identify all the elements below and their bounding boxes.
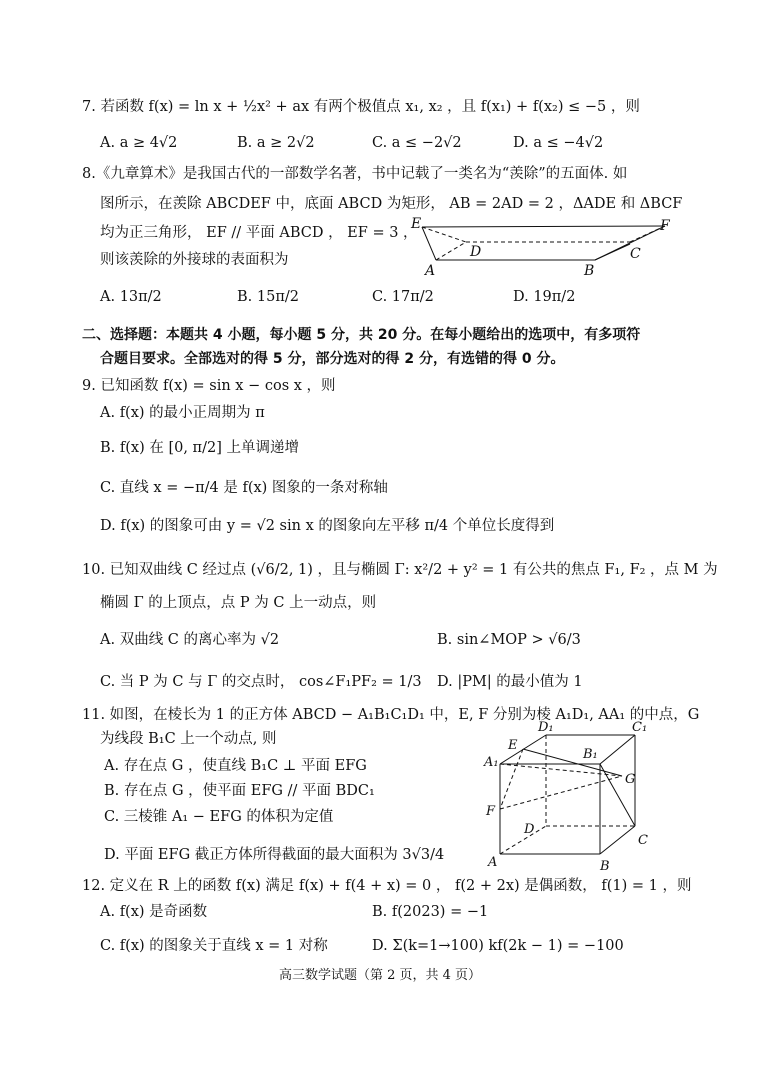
q9-option-b: B. f(x) 在 [0, π/2] 上单调递增	[100, 440, 299, 456]
q7-option-d: D. a ≤ −4√2	[513, 135, 604, 151]
q8-option-a: A. 13π/2	[100, 289, 162, 305]
q7-option-b: B. a ≥ 2√2	[237, 135, 315, 151]
section-2-line-2: 合题目要求。全部选对的得 5 分，部分选对的得 2 分，有选错的得 0 分。	[100, 351, 565, 367]
q10-option-c: C. 当 P 为 C 与 Γ 的交点时， cos∠F₁PF₂ = 1/3	[100, 674, 422, 690]
page-footer: 高三数学试题（第 2 页，共 4 页）	[278, 968, 482, 983]
q10-line-1: 10. 已知双曲线 C 经过点 (√6/2, 1) ，且与椭圆 Γ: x²/2 + y² = 1 有公共的焦点 F₁, F₂ ，点 M 为	[82, 562, 718, 578]
q8-label-b: B	[584, 263, 595, 278]
q12-option-d: D. Σ(k=1→100) kf(2k − 1) = −100	[372, 938, 624, 954]
q9-option-d: D. f(x) 的图象可由 y = √2 sin x 的图象向左平移 π/4 个单位长度得到	[100, 518, 555, 534]
q11-label-d1: D₁	[538, 720, 554, 735]
q10-option-a: A. 双曲线 C 的离心率为 √2	[100, 632, 280, 648]
q8-line-3: 均为正三角形， EF // 平面 ABCD ， EF = 3 ，	[100, 225, 418, 241]
q11-line-1: 11. 如图，在棱长为 1 的正方体 ABCD − A₁B₁C₁D₁ 中，E, F 分别为棱 A₁D₁, AA₁ 的中点，G	[82, 707, 700, 723]
q8-label-c: C	[630, 246, 641, 262]
q10-option-d: D. |PM| 的最小值为 1	[437, 674, 583, 690]
q11-label-g: G	[625, 772, 636, 787]
q11-label-d: D	[524, 822, 535, 837]
q12-option-c: C. f(x) 的图象关于直线 x = 1 对称	[100, 938, 328, 954]
q11-label-c1: C₁	[632, 720, 648, 735]
q8-line-4: 则该羡除的外接球的表面积为	[100, 252, 289, 268]
q8-label-a: A	[425, 263, 436, 278]
q11-label-c: C	[638, 833, 648, 848]
q7-stem: 7. 若函数 f(x) = ln x + ½x² + ax 有两个极值点 x₁, x₂ ，且 f(x₁) + f(x₂) ≤ −5 ，则	[82, 99, 640, 115]
q8-line-2: 图所示，在羡除 ABCDEF 中，底面 ABCD 为矩形， AB = 2AD = 2 ，ΔADE 和 ΔBCF	[100, 196, 683, 212]
q9-option-a: A. f(x) 的最小正周期为 π	[100, 405, 265, 421]
q11-label-e: E	[508, 738, 518, 753]
q9-option-c: C. 直线 x = −π/4 是 f(x) 图象的一条对称轴	[100, 480, 388, 496]
q11-option-c: C. 三棱锥 A₁ − EFG 的体积为定值	[104, 809, 334, 825]
q8-option-b: B. 15π/2	[237, 289, 299, 305]
q11-cube-figure	[480, 718, 660, 878]
q8-figure	[410, 212, 680, 278]
q11-line-2: 为线段 B₁C 上一个动点, 则	[100, 731, 277, 747]
section-2-line-1: 二、选择题：本题共 4 小题，每小题 5 分，共 20 分。在每小题给出的选项中，有多项符	[82, 327, 641, 343]
q11-label-b: B	[600, 859, 610, 874]
q8-label-d: D	[470, 244, 482, 260]
q10-option-b: B. sin∠MOP > √6/3	[437, 632, 581, 648]
q12-option-a: A. f(x) 是奇函数	[100, 904, 208, 920]
q11-label-a1: A₁	[484, 755, 499, 770]
q12-stem: 12. 定义在 R 上的函数 f(x) 满足 f(x) + f(4 + x) = 0 ， f(2 + 2x) 是偶函数， f(1) = 1 ，则	[82, 878, 692, 894]
q12-option-b: B. f(2023) = −1	[372, 904, 489, 920]
q8-option-d: D. 19π/2	[513, 289, 576, 305]
q11-label-f: F	[486, 804, 496, 819]
q11-label-a: A	[488, 855, 498, 870]
q7-option-a: A. a ≥ 4√2	[100, 135, 178, 151]
q8-line-1: 8.《九章算术》是我国古代的一部数学名著，书中记载了一类名为“羡除”的五面体. 如	[82, 166, 628, 182]
q10-line-2: 椭圆 Γ 的上顶点，点 P 为 C 上一动点，则	[100, 595, 377, 611]
q8-option-c: C. 17π/2	[372, 289, 434, 305]
q11-option-d: D. 平面 EFG 截正方体所得截面的最大面积为 3√3/4	[104, 847, 445, 863]
q11-option-a: A. 存在点 G ，使直线 B₁C ⊥ 平面 EFG	[104, 758, 367, 774]
q8-label-e: E	[411, 216, 422, 232]
q8-label-f: F	[660, 218, 670, 234]
q11-label-b1: B₁	[583, 747, 598, 762]
q7-option-c: C. a ≤ −2√2	[372, 135, 462, 151]
q9-stem: 9. 已知函数 f(x) = sin x − cos x ，则	[82, 378, 336, 394]
q11-option-b: B. 存在点 G ，使平面 EFG // 平面 BDC₁	[104, 783, 375, 799]
